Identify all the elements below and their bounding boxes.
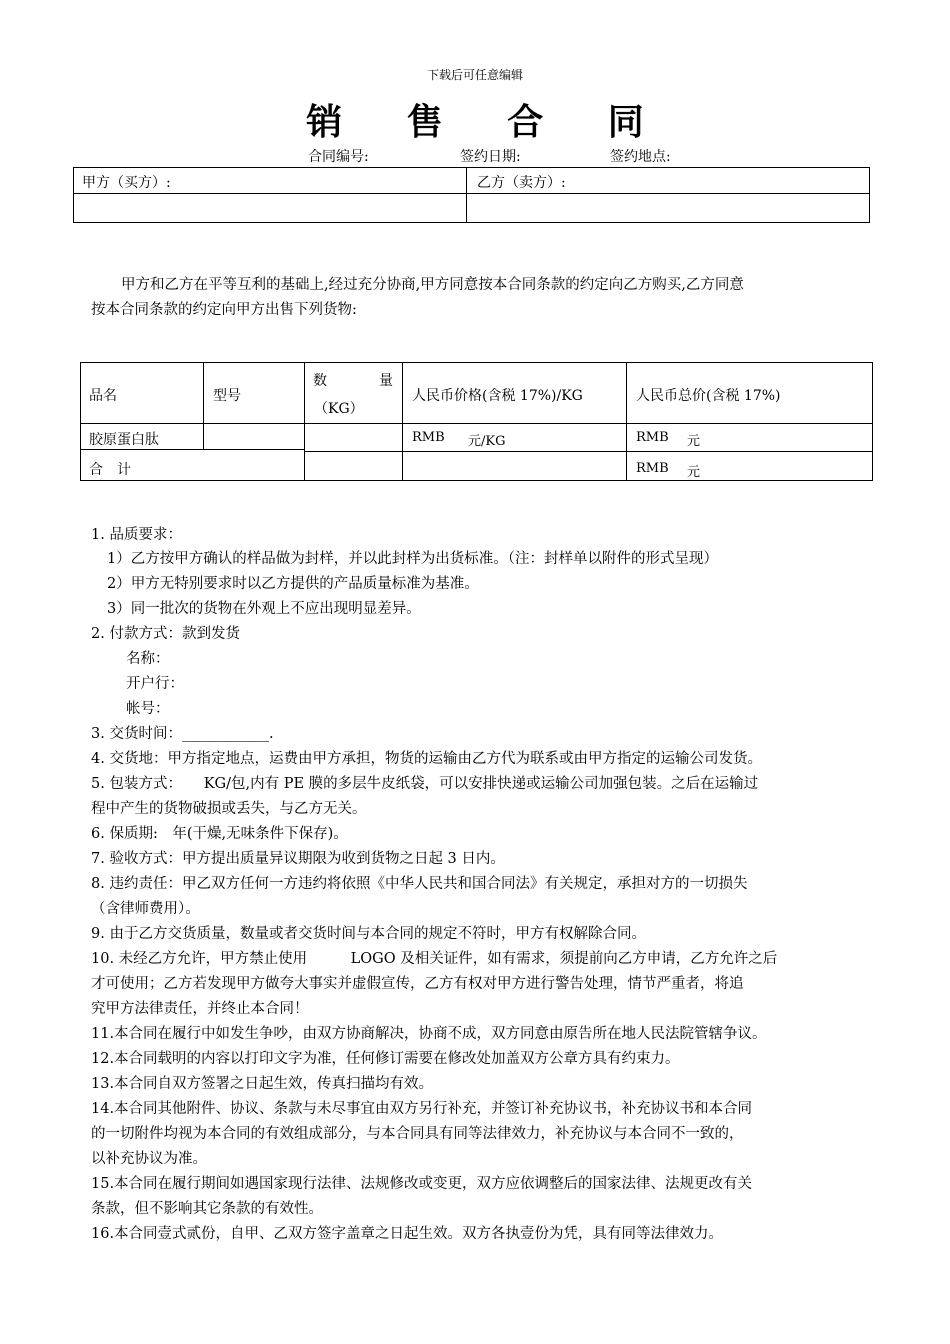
header-quantity: 数 量 [313,373,393,389]
clause-16: 16.本合同壹式贰份，自甲、乙双方签字盖章之日起生效。双方各执壹份为凭，具有同等法律效力。 [91,1226,724,1242]
goods-table [80,362,873,481]
total-price-currency: RMB [636,430,669,445]
clause-14-line-1: 14.本合同其他附件、协议、条款与未尽事宜由双方另行补充，并签订补充协议书，补充协议书和本合同 [91,1101,753,1117]
seller-label: 乙方（卖方）: [477,175,566,191]
clause-13: 13.本合同自双方签署之日起生效，传真扫描均有效。 [91,1076,434,1092]
sum-total-unit: 元 [687,465,701,480]
sign-date-label: 签约日期: [460,149,521,165]
clause-1-3: 3）同一批次的货物在外观上不应出现明显差异。 [107,601,421,617]
total-price-unit: 元 [687,434,701,449]
intro-line-2: 按本合同条款的约定向甲方出售下列货物: [91,302,357,318]
clause-4: 4. 交货地：甲方指定地点，运费由甲方承担，物货的运输由乙方代为联系或由甲方指定的运输公司发货。 [91,751,762,767]
product-name: 胶原蛋白肽 [89,432,159,448]
header-model: 型号 [213,388,241,404]
intro-line-1: 甲方和乙方在平等互利的基础上,经过充分协商,甲方同意按本合同条款的约定向乙方购买,乙方同意 [121,277,744,293]
clause-10-line-3: 究甲方法律责任，并终止本合同！ [91,1001,309,1017]
clause-3: 3. 交货时间：____________. [91,726,274,742]
clause-8-line-2: （含律师费用）。 [91,901,200,917]
clause-14-line-2: 的一切附件均视为本合同的有效组成部分，与本合同具有同等法律效力，补充协议与本合同不一致的， [91,1126,744,1142]
clause-7: 7. 验收方式：甲方提出质量异议期限为收到货物之日起 3 日内。 [91,851,505,867]
clause-15-line-1: 15.本合同在履行期间如遇国家现行法律、法规修改或变更，双方应依调整后的国家法律、法规更改有关 [91,1176,753,1192]
clause-15-line-2: 条款，但不影响其它条款的有效性。 [91,1201,323,1217]
buyer-label: 甲方（买方）: [82,175,171,191]
header-total-price: 人民币总价(含税 17%) [636,388,781,404]
clause-1: 1. 品质要求： [91,527,182,543]
sign-place-label: 签约地点: [610,149,671,165]
sum-total-currency: RMB [636,461,669,476]
clause-2-account: 帐号： [126,701,170,717]
sum-label: 合 计 [89,462,131,478]
header-note: 下载后可任意编辑 [426,68,523,82]
header-unit-price: 人民币价格(含税 17%)/KG [412,388,583,404]
page-title: 销 售 合 同 [306,101,670,143]
clause-12: 12.本合同载明的内容以打印文字为准，任何修订需要在修改处加盖双方公章方具有约束力。 [91,1051,680,1067]
clause-6: 6. 保质期: 年(干燥,无味条件下保存)。 [91,826,348,842]
unit-price-unit: 元/KG [468,434,506,449]
clause-2-bank: 开户行： [126,676,184,692]
clause-14-line-3: 以补充协议为准。 [91,1151,207,1167]
contract-number-label: 合同编号: [308,149,369,165]
clause-10-line-2: 才可使用；乙方若发现甲方做夸大事实并虚假宣传，乙方有权对甲方进行警告处理，情节严重者，将追 [91,976,744,992]
clause-9: 9. 由于乙方交货质量，数量或者交货时间与本合同的规定不符时，甲方有权解除合同。 [91,926,646,942]
header-name: 品名 [89,388,117,404]
clause-5-line-1: 5. 包装方式： KG/包,内有 PE 膜的多层牛皮纸袋，可以安排快递或运输公司加强包装。之后在运输过 [91,776,759,792]
clause-2: 2. 付款方式：款到发货 [91,626,240,642]
clause-11: 11.本合同在履行中如发生争吵，由双方协商解决，协商不成，双方同意由原告所在地人民法院管辖争议。 [91,1026,767,1042]
unit-price-currency: RMB [412,430,445,445]
parties-table [73,167,870,223]
clause-1-1: 1）乙方按甲方确认的样品做为封样，并以此封样为出货标准。（注：封样单以附件的形式呈现） [107,551,718,567]
clause-1-2: 2）甲方无特别要求时以乙方提供的产品质量标准为基准。 [107,576,479,592]
clause-2-name: 名称： [126,651,170,667]
clause-8-line-1: 8. 违约责任：甲乙双方任何一方违约将依照《中华人民共和国合同法》有关规定，承担对方的一切损失 [91,876,748,892]
clause-5-line-2: 程中产生的货物破损或丢失，与乙方无关。 [91,801,367,817]
clause-10-line-1: 10. 未经乙方允许，甲方禁止使用 LOGO 及相关证件，如有需求，须提前向乙方申请，乙方允许之后 [91,951,778,967]
header-quantity-unit: （KG） [314,401,364,417]
